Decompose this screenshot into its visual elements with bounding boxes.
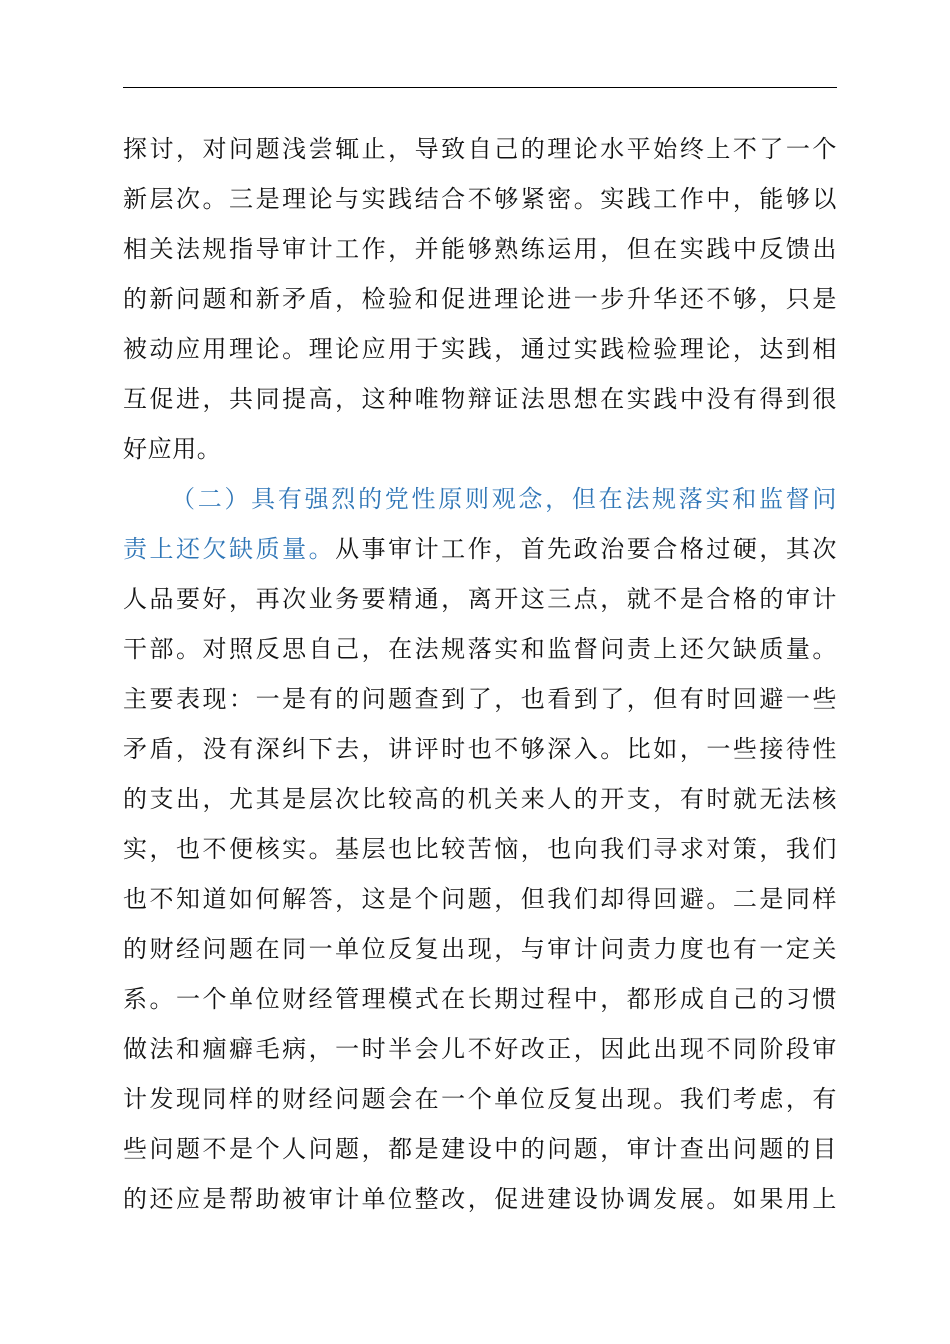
text-line: 也不知道如何解答，这是个问题，但我们却得回避。二是同样 <box>123 885 837 913</box>
text-line: 的新问题和新矛盾，检验和促进理论进一步升华还不够，只是 <box>123 285 837 313</box>
text-line: 互促进，共同提高，这种唯物辩证法思想在实践中没有得到很 <box>123 385 837 413</box>
header-rule <box>123 87 837 88</box>
text-line: 计发现同样的财经问题会在一个单位反复出现。我们考虑，有 <box>123 1085 837 1113</box>
section-heading-line: （二）具有强烈的党性原则观念，但在法规落实和监督问 <box>171 485 837 513</box>
section-heading-end: 责上还欠缺质量。 <box>123 535 336 563</box>
text-line: 相关法规指导审计工作，并能够熟练运用，但在实践中反馈出 <box>123 235 837 263</box>
text-segment: 从事审计工作，首先政治要合格过硬，其次 <box>335 535 837 563</box>
heading-continuation-line <box>123 524 837 574</box>
text-line: 矛盾，没有深纠下去，讲评时也不够深入。比如，一些接待性 <box>123 735 837 763</box>
text-line: 探讨，对问题浅尝辄止，导致自己的理论水平始终上不了一个 <box>123 135 837 163</box>
text-line: 做法和痼癖毛病，一时半会儿不好改正，因此出现不同阶段审 <box>123 1035 837 1063</box>
text-line: 好应用。 <box>123 435 222 463</box>
paragraph-1 <box>123 124 837 474</box>
text-line: 被动应用理论。理论应用于实践，通过实践检验理论，达到相 <box>123 335 837 363</box>
text-line: 实，也不便核实。基层也比较苦恼，也向我们寻求对策，我们 <box>123 835 837 863</box>
text-line: 些问题不是个人问题，都是建设中的问题，审计查出问题的目 <box>123 1135 837 1163</box>
paragraph-2 <box>123 474 837 1224</box>
text-line: 新层次。三是理论与实践结合不够紧密。实践工作中，能够以 <box>123 185 837 213</box>
text-line: 干部。对照反思自己，在法规落实和监督问责上还欠缺质量。 <box>123 635 837 663</box>
text-line: 主要表现：一是有的问题查到了，也看到了，但有时回避一些 <box>123 685 837 713</box>
text-line: 系。一个单位财经管理模式在长期过程中，都形成自己的习惯 <box>123 985 837 1013</box>
text-line: 的财经问题在同一单位反复出现，与审计问责力度也有一定关 <box>123 935 837 963</box>
text-line: 人品要好，再次业务要精通，离开这三点，就不是合格的审计 <box>123 585 837 613</box>
text-line: 的还应是帮助被审计单位整改，促进建设协调发展。如果用上 <box>123 1185 837 1213</box>
text-line: 的支出，尤其是层次比较高的机关来人的开支，有时就无法核 <box>123 785 837 813</box>
